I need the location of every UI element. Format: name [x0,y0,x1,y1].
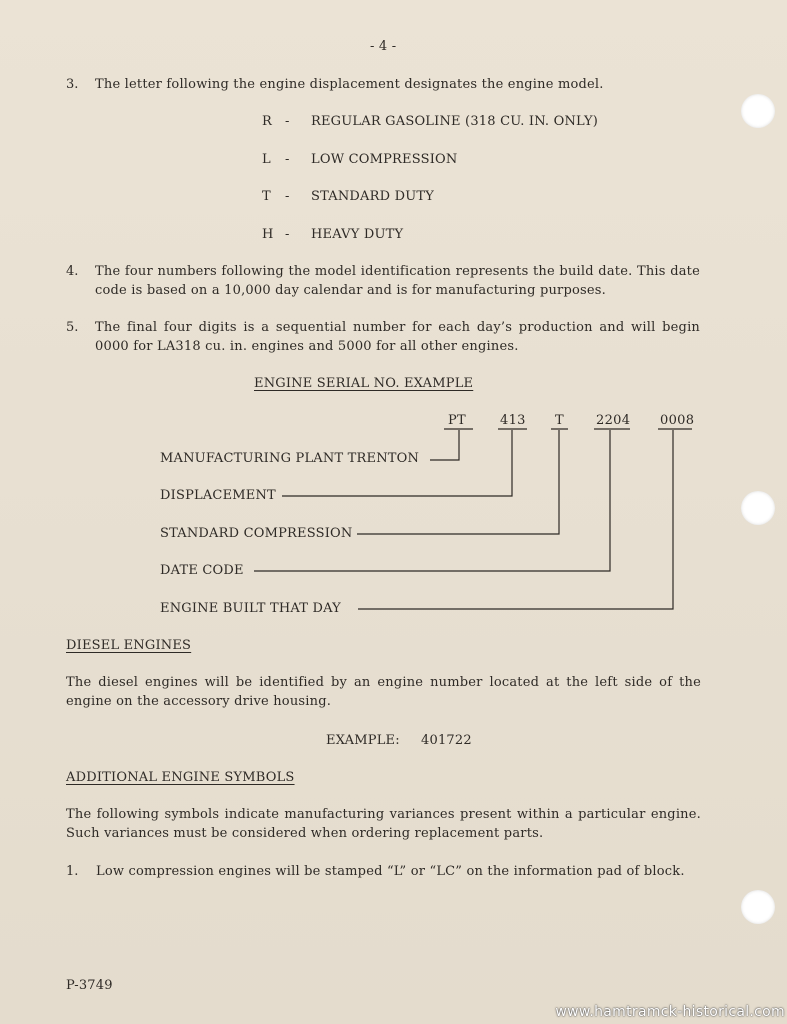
footer-code: P-3749 [66,978,113,993]
label-displacement: DISPLACEMENT [160,488,276,503]
code-letter: H [262,227,274,242]
diesel-text: The diesel engines will be identified by an engine number located at the left side of the engine on the accessory drive housing. [66,675,701,709]
additional-text: The following symbols indicate manufacturing variances present within a particular engine. Such variances must be considered when ordering replacement parts. [66,807,701,841]
item-3-text: The letter following the engine displacement designates the engine model. [95,77,604,92]
label-date-code: DATE CODE [160,563,244,578]
code-dash: - [285,114,290,129]
code-letter: R [262,114,272,129]
code-dash: - [285,227,290,242]
label-manufacturing-plant: MANUFACTURING PLANT TRENTON [160,451,420,466]
code-description: LOW COMPRESSION [311,152,458,167]
code-date: 2204 [596,413,631,428]
leader-displacement [282,430,512,496]
serial-example-title: ENGINE SERIAL NO. EXAMPLE [254,376,474,391]
code-model: T [555,413,564,428]
code-description: HEAVY DUTY [311,227,404,242]
item-3-number: 3. [66,77,79,92]
code-dash: - [285,152,290,167]
item-4-number: 4. [66,264,79,279]
leader-sequence [358,430,673,609]
diesel-example-value: 401722 [421,733,472,748]
code-displacement: 413 [500,413,526,428]
code-description: REGULAR GASOLINE (318 CU. IN. ONLY) [311,114,599,129]
leader-date [254,430,610,571]
code-letter: T [262,189,271,204]
page-number: - 4 - [370,39,397,54]
label-engine-built: ENGINE BUILT THAT DAY [160,601,341,616]
code-plant: PT [448,413,467,428]
watermark: www.hamtramck-historical.com [555,1004,785,1020]
additional-item-1-number: 1. [66,864,79,879]
additional-heading: ADDITIONAL ENGINE SYMBOLS [66,770,295,785]
diesel-example-label: EXAMPLE: [326,733,400,748]
diesel-heading: DIESEL ENGINES [66,638,192,653]
leader-plant [430,430,459,460]
item-5-text: The final four digits is a sequential number for each day’s production and will begin 0000 for LA318 cu. in. engines and 5000 for all other engines. [95,320,700,354]
item-5-number: 5. [66,320,79,335]
item-4-text: The four numbers following the model identification represents the build date. This date code is based on a 10,000 day calendar and is for manufacturing purposes. [95,264,700,298]
code-dash: - [285,189,290,204]
code-sequence: 0008 [660,413,695,428]
additional-item-1-text: Low compression engines will be stamped “L” or “LC” on the information pad of block. [96,864,685,879]
label-standard-compression: STANDARD COMPRESSION [160,526,353,541]
code-letter: L [262,152,271,167]
leader-compression [357,430,559,534]
code-description: STANDARD DUTY [311,189,435,204]
